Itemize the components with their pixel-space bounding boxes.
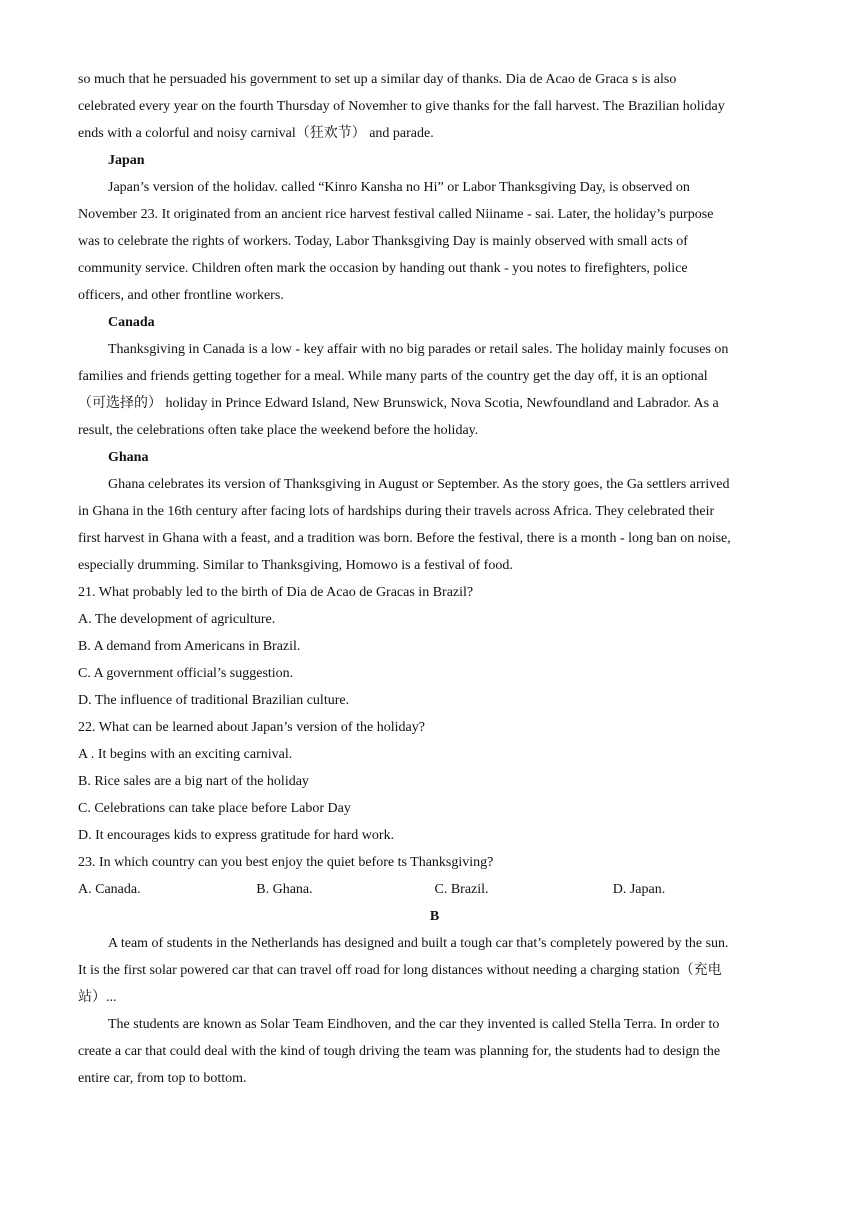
text-line: It is the first solar powered car that can travel off road for long distances without needing a charging station（充电	[78, 963, 722, 978]
text-line: officers, and other frontline workers.	[78, 288, 284, 303]
section-ghana	[78, 444, 791, 579]
text-line: Thanksgiving in Canada is a low - key affair with no big parades or retail sales. The holiday mainly focuses on	[108, 342, 729, 357]
text-line: November 23. It originated from an ancient rice harvest festival called Niiname - sai. Later, the holiday’s purpose	[78, 207, 714, 222]
section-heading-japan: Japan	[108, 153, 145, 168]
section-heading-canada: Canada	[108, 315, 155, 330]
answer-option-b: B. Ghana.	[256, 882, 313, 897]
answer-option-c: C. Brazil.	[434, 882, 489, 897]
answer-option-c: C. Celebrations can take place before Labor Day	[78, 801, 351, 816]
section-heading-ghana: Ghana	[108, 450, 149, 465]
text-line: A team of students in the Netherlands has designed and built a tough car that’s completely powered by the sun.	[108, 936, 729, 951]
text-line: celebrated every year on the fourth Thursday of Novemher to give thanks for the fall harvest. The Brazilian holiday	[78, 99, 725, 114]
text-line: create a car that could deal with the kind of tough driving the team was planning for, the students had to design the	[78, 1044, 721, 1059]
text-line: entire car, from top to bottom.	[78, 1071, 247, 1086]
question-stem: 21. What probably led to the birth of Dia de Acao de Gracas in Brazil?	[78, 585, 474, 600]
question-23	[78, 849, 791, 903]
text-line: ends with a colorful and noisy carnival（狂欢节） and parade.	[78, 126, 434, 141]
question-stem: 23. In which country can you best enjoy the quiet before ts Thanksgiving?	[78, 855, 494, 870]
section-japan	[78, 147, 791, 309]
question-stem: 22. What can be learned about Japan’s version of the holiday?	[78, 720, 425, 735]
text-line: 站）...	[78, 990, 117, 1005]
question-21	[78, 579, 791, 714]
answer-option-c: C. A government official’s suggestion.	[78, 666, 294, 681]
text-line: （可选择的） holiday in Prince Edward Island, New Brunswick, Nova Scotia, Newfoundland and Labrador. As a	[78, 396, 719, 411]
text-line: first harvest in Ghana with a feast, and a tradition was born. Before the festival, there is a month - long ban on noise,	[78, 531, 731, 546]
answer-option-d: D. Japan.	[612, 882, 666, 897]
text-line: so much that he persuaded his government to set up a similar day of thanks. Dia de Acao de Graca s is also	[78, 72, 677, 87]
section-canada	[78, 309, 791, 444]
text-line: The students are known as Solar Team Eindhoven, and the car they invented is called Stella Terra. In order to	[108, 1017, 720, 1032]
answer-option-b: B. Rice sales are a big nart of the holiday	[78, 774, 309, 789]
question-22	[78, 714, 791, 849]
answer-option-d: D. The influence of traditional Brazilian culture.	[78, 693, 350, 708]
answer-option-a: A. Canada.	[78, 882, 141, 897]
text-line: result, the celebrations often take place the weekend before the holiday.	[78, 423, 479, 438]
passage-a-continuation	[78, 66, 791, 147]
answer-options-row	[78, 876, 791, 903]
text-line: especially drumming. Similar to Thanksgiving, Homowo is a festival of food.	[78, 558, 513, 573]
answer-option-a: A. The development of agriculture.	[78, 612, 276, 627]
text-line: families and friends getting together for a meal. While many parts of the country get the day off, it is an optional	[78, 369, 708, 384]
answer-option-a: A . It begins with an exciting carnival.	[78, 747, 293, 762]
text-line: community service. Children often mark the occasion by handing out thank - you notes to firefighters, police	[78, 261, 688, 276]
text-line: in Ghana in the 16th century after facing lots of hardships during their travels across Africa. They celebrated their	[78, 504, 715, 519]
answer-option-b: B. A demand from Americans in Brazil.	[78, 639, 301, 654]
text-line: Japan’s version of the holidav. called “Kinro Kansha no Hi” or Labor Thanksgiving Day, is observed on	[108, 180, 690, 195]
text-line: Ghana celebrates its version of Thanksgiving in August or September. As the story goes, the Ga settlers arrived	[108, 477, 730, 492]
document-page	[78, 66, 791, 1092]
passage-b-heading: B	[429, 909, 440, 924]
passage-b	[78, 903, 791, 1092]
text-line: was to celebrate the rights of workers. Today, Labor Thanksgiving Day is mainly observed with small acts of	[78, 234, 688, 249]
answer-option-d: D. It encourages kids to express gratitude for hard work.	[78, 828, 395, 843]
